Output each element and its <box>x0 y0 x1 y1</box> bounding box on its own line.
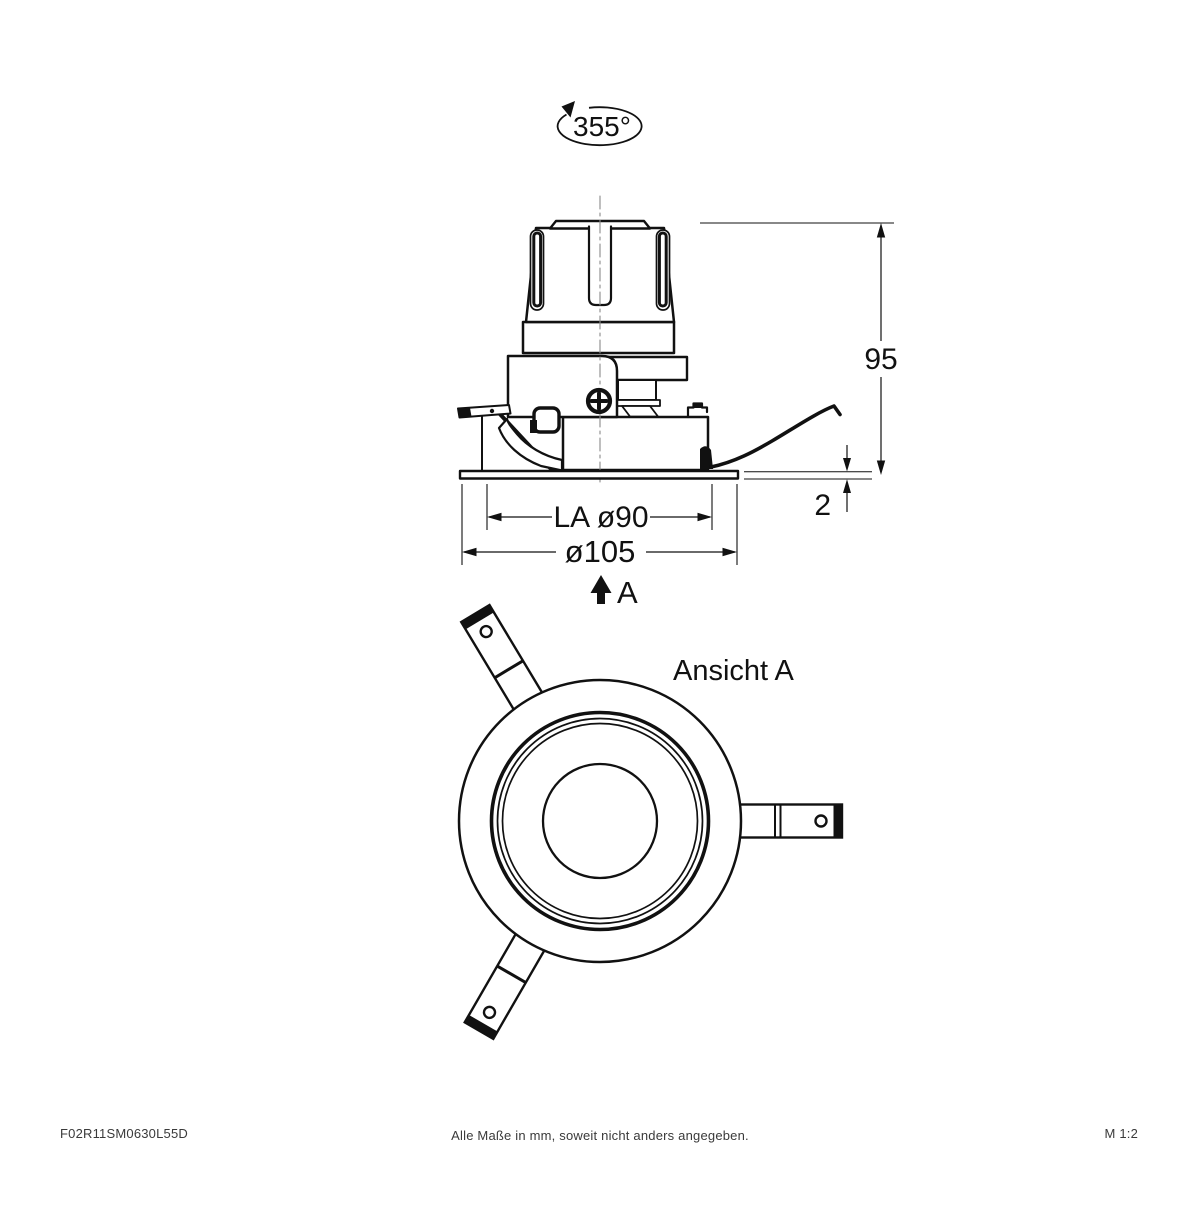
dimension-cutout-la90 <box>487 484 712 534</box>
rotation-indicator <box>558 101 642 145</box>
adjustment-screw <box>588 390 610 412</box>
view-label: Ansicht A <box>673 655 794 687</box>
clip-holder-block <box>534 408 559 432</box>
lens-circle <box>543 764 657 878</box>
mounting-clip-arm-right <box>734 805 842 838</box>
view-arrow-label: A <box>617 575 638 610</box>
yoke-foot <box>622 406 658 417</box>
bottom-view <box>459 605 842 1039</box>
dim-la90-label: LA ø90 <box>553 501 649 534</box>
footer-article-number: F02R11SM0630L55D <box>60 1126 188 1141</box>
gear-ring-band <box>523 322 674 353</box>
dimension-flange-2 <box>744 445 872 522</box>
clip-tab-tip <box>458 408 472 418</box>
view-arrow-stem <box>597 593 605 604</box>
yoke-plate <box>608 357 687 380</box>
dim-105-label: ø105 <box>564 534 636 569</box>
yoke-arm <box>618 380 656 400</box>
rotation-angle-label: 355° <box>573 111 631 142</box>
cable-clamp <box>688 404 707 418</box>
footer-scale: M 1:2 <box>1104 1126 1138 1141</box>
clip-tab-hole <box>490 409 494 413</box>
footer-note: Alle Maße in mm, soweit nicht anders angegeben. <box>451 1128 749 1143</box>
clip-arm-cap <box>834 805 843 838</box>
dimension-height-95 <box>700 223 898 475</box>
clip-arm-hole <box>816 816 827 827</box>
dim-2-label: 2 <box>814 489 831 522</box>
flange <box>460 471 738 479</box>
side-view-luminaire <box>458 196 840 482</box>
housing-box <box>563 417 708 470</box>
clip-holder-pin <box>530 420 537 433</box>
dim-95-label: 95 <box>864 343 898 376</box>
connection-wire <box>711 406 840 467</box>
view-direction-marker <box>591 575 639 610</box>
view-arrow-icon <box>591 575 612 593</box>
